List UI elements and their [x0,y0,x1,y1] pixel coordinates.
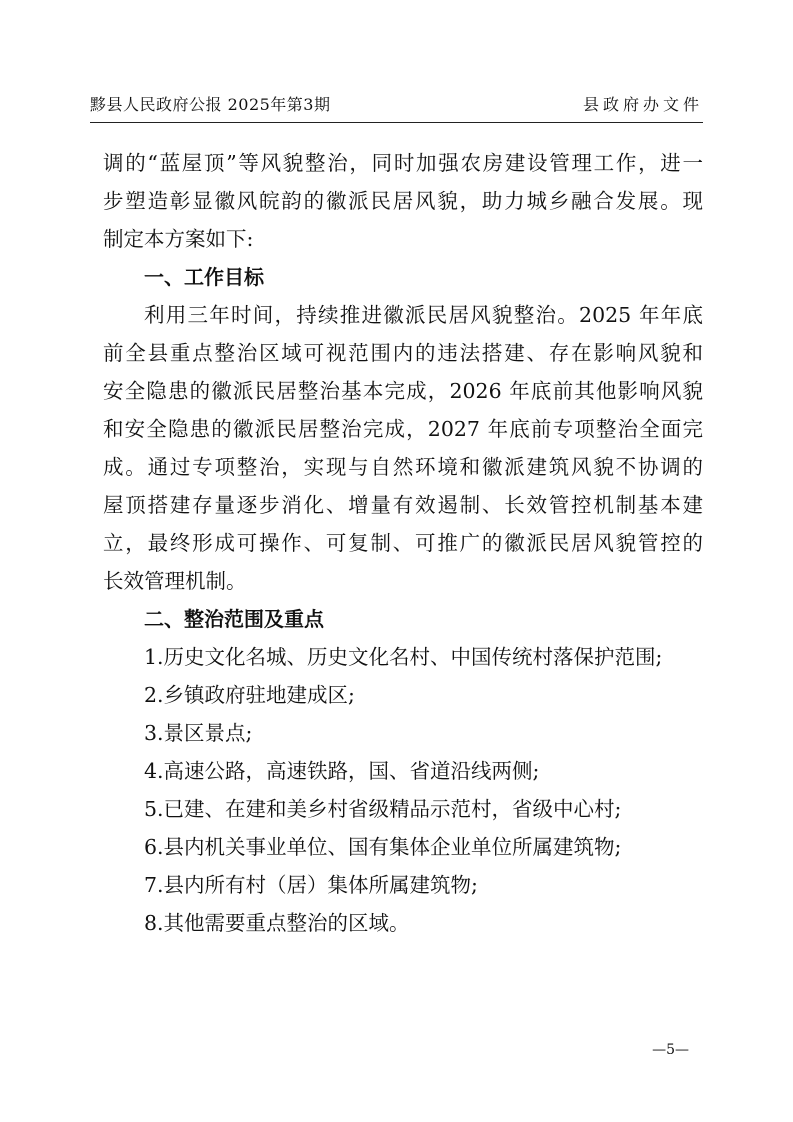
text-line: 成。通过专项整治，实现与自然环境和徽派建筑风貌不协调的 [103,455,703,479]
text-line: 立，最终形成可操作、可复制、可推广的徽派民居风貌管控的 [103,531,703,555]
text-line: 步塑造彰显徽风皖韵的徽派民居风貌，助力城乡融合发展。现 [103,189,703,213]
text-line: 8.其他需要重点整治的区域。 [144,911,410,935]
text-line: 制定本方案如下: [103,227,254,251]
gazette-title: 黟县人民政府公报 2025年第3期 [90,95,331,114]
text-line: 利用三年时间，持续推进徽派民居风貌整治。2025 年年底 [144,303,703,327]
document-body [103,144,703,942]
text-line: 长效管理机制。 [103,569,247,593]
header-divider [90,122,703,123]
text-line: 4.高速公路，高速铁路，国、省道沿线两侧; [144,759,540,783]
text-line: 前全县重点整治区域可视范围内的违法搭建、存在影响风貌和 [103,341,703,365]
page-number: —5— [652,1042,689,1058]
text-line: 和安全隐患的徽派民居整治完成，2027 年底前专项整治全面完 [103,417,703,441]
text-line: 5.已建、在建和美乡村省级精品示范村，省级中心村; [144,797,622,821]
text-line: 2.乡镇政府驻地建成区; [144,683,355,707]
section-heading: 一、工作目标 [144,265,264,289]
text-line: 调的“蓝屋顶”等风貌整治，同时加强农房建设管理工作，进一 [103,151,703,175]
text-line: 1.历史文化名城、历史文化名村、中国传统村落保护范围; [144,645,663,669]
text-line: 屋顶搭建存量逐步消化、增量有效遏制、长效管控机制基本建 [103,493,703,517]
text-line: 7.县内所有村（居）集体所属建筑物; [144,873,478,897]
section-heading: 二、整治范围及重点 [144,607,324,631]
text-line: 3.景区景点; [144,721,253,745]
text-line: 6.县内机关事业单位、国有集体企业单位所属建筑物; [144,835,622,859]
text-line: 安全隐患的徽派民居整治基本完成，2026 年底前其他影响风貌 [103,379,703,403]
document-category: 县政府办文件 [582,95,703,114]
